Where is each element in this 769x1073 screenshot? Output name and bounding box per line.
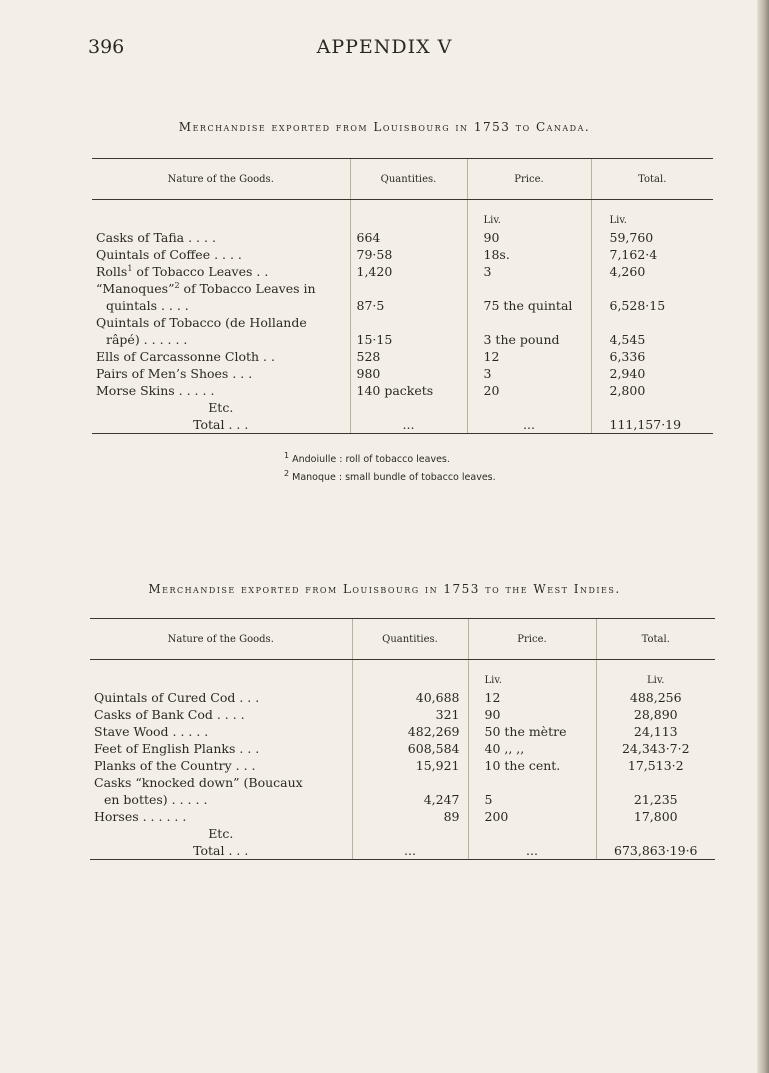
- quantity-cell: 87·5: [350, 297, 467, 314]
- goods-cell: Quintals of Coffee . . . .: [96, 247, 242, 262]
- table-row: [92, 280, 713, 297]
- etc-row: [92, 399, 713, 416]
- quantity-cell: 15,921: [352, 757, 468, 774]
- price-cell: 10 the cent.: [468, 757, 596, 774]
- quantity-cell: 664: [350, 229, 467, 246]
- price-cell: 18s.: [467, 246, 591, 263]
- total-cell: 59,760: [591, 229, 713, 246]
- goods-cell: Quintals of Cured Cod . . .: [94, 690, 260, 705]
- header-total: Total.: [591, 159, 713, 200]
- header-goods: Nature of the Goods.: [92, 159, 350, 200]
- table-west-indies-exports: [90, 618, 715, 860]
- price-cell: 12: [467, 348, 591, 365]
- quantity-cell: 1,420: [350, 263, 467, 280]
- footnote-mark: 1: [284, 450, 290, 460]
- goods-text: “Manoques”: [96, 281, 175, 296]
- goods-cell: Horses . . . . . .: [94, 809, 187, 824]
- empty-cell: [468, 825, 596, 842]
- table-row: [92, 297, 713, 314]
- table-row: [90, 791, 715, 808]
- footnote-1: [284, 451, 769, 469]
- goods-cell: Morse Skins . . . . .: [96, 383, 215, 398]
- goods-text: of Tobacco Leaves in: [179, 281, 316, 296]
- total-cell: 488,256: [596, 689, 715, 706]
- total-cell: 4,545: [591, 331, 713, 348]
- quantity-cell: 79·58: [350, 246, 467, 263]
- total-cell: 2,940: [591, 365, 713, 382]
- etc-cell: Etc.: [208, 826, 234, 841]
- goods-text: Rolls: [96, 264, 128, 279]
- goods-text: of Tobacco Leaves . .: [132, 264, 269, 279]
- price-cell: [468, 774, 596, 791]
- quantity-cell: [350, 280, 467, 297]
- total-cell: 2,800: [591, 382, 713, 399]
- quantity-cell: 482,269: [352, 723, 468, 740]
- price-cell: 3: [467, 263, 591, 280]
- total-cell: 21,235: [596, 791, 715, 808]
- table-row: [92, 263, 713, 280]
- footnotes: [0, 451, 769, 487]
- header-price: Price.: [467, 159, 591, 200]
- price-cell: 90: [467, 229, 591, 246]
- price-cell: 200: [468, 808, 596, 825]
- table-row: [92, 246, 713, 263]
- footnote-text: Manoque : small bundle of tobacco leaves.: [292, 472, 496, 483]
- total-row: [92, 416, 713, 434]
- grand-total: 111,157·19: [591, 416, 713, 434]
- header-price: Price.: [468, 619, 596, 660]
- goods-cell: Casks of Bank Cod . . . .: [94, 707, 245, 722]
- price-cell: 40 ,, ,,: [468, 740, 596, 757]
- price-cell: 50 the mètre: [468, 723, 596, 740]
- footnote-2: [284, 469, 769, 487]
- total-cell: [591, 280, 713, 297]
- unit-total: Liv.: [596, 672, 715, 689]
- quantity-cell: 89: [352, 808, 468, 825]
- table-row: [92, 382, 713, 399]
- goods-cell: Stave Wood . . . . .: [94, 724, 209, 739]
- footnote-mark: 2: [284, 468, 290, 478]
- price-cell: 3 the pound: [467, 331, 591, 348]
- table-row: [90, 774, 715, 791]
- price-cell: 3: [467, 365, 591, 382]
- unit-total: Liv.: [591, 212, 713, 229]
- table-row: [90, 808, 715, 825]
- total-cell: 6,528·15: [591, 297, 713, 314]
- total-qty: ...: [350, 416, 467, 434]
- quantity-cell: [352, 774, 468, 791]
- page-header: [0, 36, 769, 66]
- table-row: [90, 740, 715, 757]
- goods-cell: [92, 263, 350, 280]
- header-total: Total.: [596, 619, 715, 660]
- total-cell: [596, 774, 715, 791]
- table2-title: Merchandise exported from Louisbourg in 1753 to the West Indies.: [148, 582, 621, 596]
- total-cell: 6,336: [591, 348, 713, 365]
- total-cell: 28,890: [596, 706, 715, 723]
- etc-cell: Etc.: [208, 400, 234, 415]
- price-cell: [467, 280, 591, 297]
- table-row: [92, 348, 713, 365]
- table1-body: [92, 200, 713, 434]
- footnote-ref: 1: [127, 263, 133, 273]
- quantity-cell: 608,584: [352, 740, 468, 757]
- table1-title: Merchandise exported from Louisbourg in 1753 to Canada.: [178, 120, 591, 134]
- quantity-cell: 140 packets: [350, 382, 467, 399]
- running-head: APPENDIX V: [316, 36, 453, 58]
- total-cell: 4,260: [591, 263, 713, 280]
- price-cell: 75 the quintal: [467, 297, 591, 314]
- empty-cell: [467, 399, 591, 416]
- goods-cell: Quintals of Tobacco (de Hollande: [96, 315, 307, 330]
- goods-cell: Feet of English Planks . . .: [94, 741, 260, 756]
- total-label: Total . . .: [92, 416, 350, 434]
- unit-price: Liv.: [467, 212, 591, 229]
- page-number: 396: [88, 36, 125, 58]
- goods-cell: [92, 280, 350, 297]
- total-cell: [591, 314, 713, 331]
- quantity-cell: 980: [350, 365, 467, 382]
- total-cell: 17,800: [596, 808, 715, 825]
- header-goods: Nature of the Goods.: [90, 619, 352, 660]
- goods-cell: râpé) . . . . . .: [106, 332, 188, 347]
- goods-cell: Casks “knocked down” (Boucaux: [94, 775, 303, 790]
- book-spine-edge: [757, 0, 769, 1073]
- quantity-cell: 321: [352, 706, 468, 723]
- table-row: [90, 757, 715, 774]
- total-qty: ...: [352, 842, 468, 860]
- empty-cell: [350, 399, 467, 416]
- unit-price: Liv.: [468, 672, 596, 689]
- table-row: [92, 331, 713, 348]
- price-cell: 20: [467, 382, 591, 399]
- table-row: [92, 314, 713, 331]
- table-row: [90, 723, 715, 740]
- price-cell: [467, 314, 591, 331]
- goods-cell: Pairs of Men’s Shoes . . .: [96, 366, 253, 381]
- goods-cell: en bottes) . . . . .: [104, 792, 208, 807]
- empty-cell: [596, 825, 715, 842]
- goods-cell: quintals . . . .: [106, 298, 189, 313]
- etc-row: [90, 825, 715, 842]
- empty-cell: [352, 825, 468, 842]
- total-price: ...: [467, 416, 591, 434]
- footnote-ref: 2: [174, 280, 180, 290]
- table-row: [92, 229, 713, 246]
- table-canada-exports: [92, 158, 713, 434]
- header-quantities: Quantities.: [350, 159, 467, 200]
- total-label: Total . . .: [90, 842, 352, 860]
- total-cell: 17,513·2: [596, 757, 715, 774]
- grand-total: 673,863·19·6: [596, 842, 715, 860]
- quantity-cell: 40,688: [352, 689, 468, 706]
- header-quantities: Quantities.: [352, 619, 468, 660]
- table-row: [90, 689, 715, 706]
- total-cell: 24,343·7·2: [596, 740, 715, 757]
- price-cell: 12: [468, 689, 596, 706]
- quantity-cell: 15·15: [350, 331, 467, 348]
- footnote-text: Andoiulle : roll of tobacco leaves.: [292, 454, 450, 465]
- quantity-cell: 4,247: [352, 791, 468, 808]
- table-row: [92, 365, 713, 382]
- price-cell: 5: [468, 791, 596, 808]
- empty-cell: [591, 399, 713, 416]
- price-cell: 90: [468, 706, 596, 723]
- total-cell: 7,162·4: [591, 246, 713, 263]
- total-cell: 24,113: [596, 723, 715, 740]
- goods-cell: Casks of Tafia . . . .: [96, 230, 216, 245]
- total-row: [90, 842, 715, 860]
- table-row: [90, 706, 715, 723]
- goods-cell: Ells of Carcassonne Cloth . .: [96, 349, 275, 364]
- table2-body: [90, 660, 715, 860]
- quantity-cell: 528: [350, 348, 467, 365]
- goods-cell: Planks of the Country . . .: [94, 758, 256, 773]
- quantity-cell: [350, 314, 467, 331]
- total-price: ...: [468, 842, 596, 860]
